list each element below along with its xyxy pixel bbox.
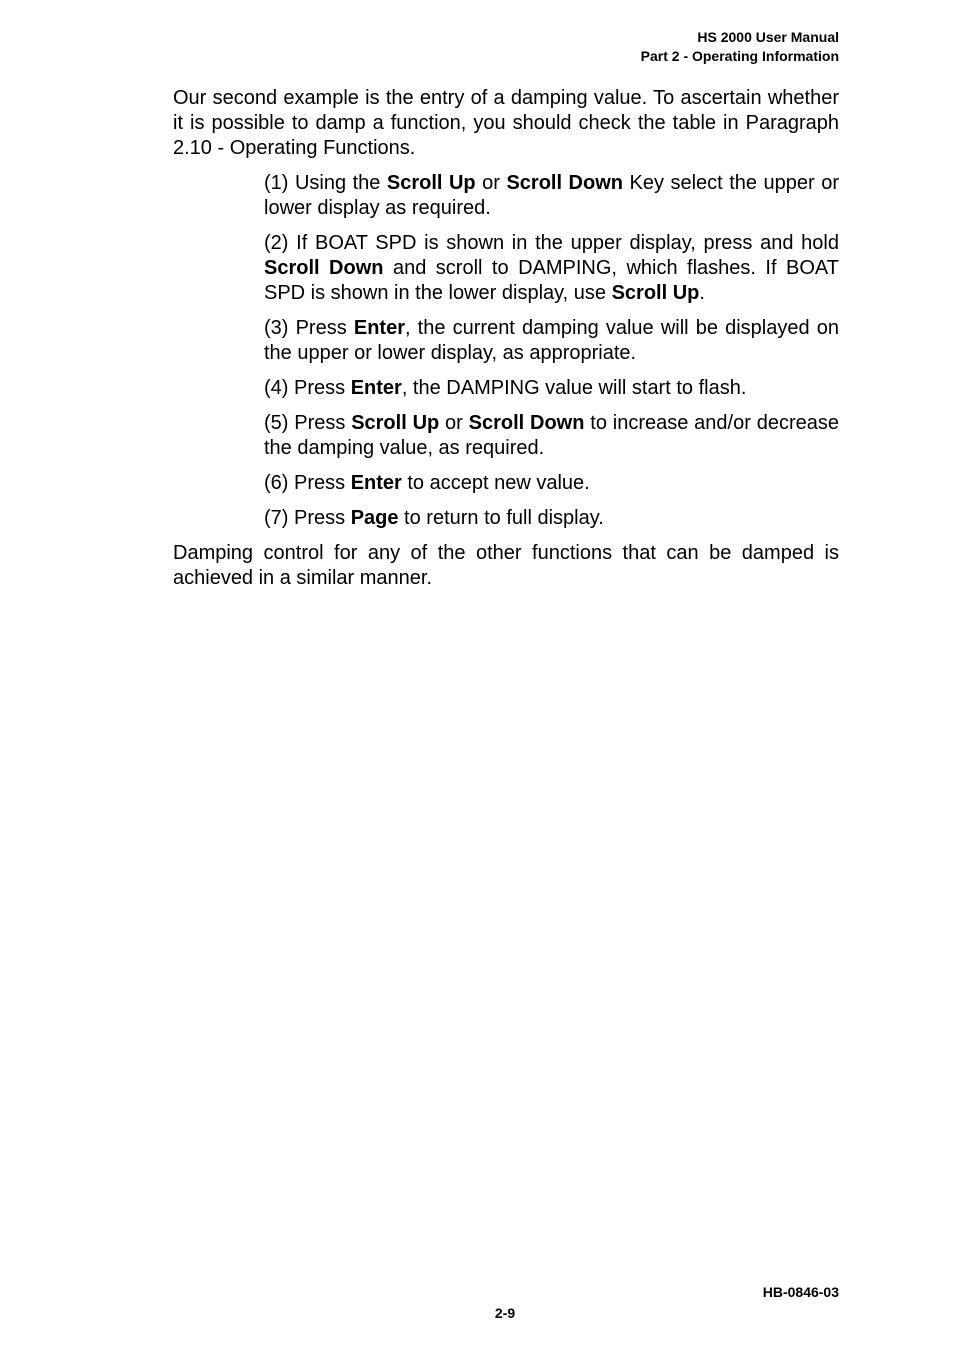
step-item: (2) If BOAT SPD is shown in the upper display, press and hold Scroll Down and scroll to DAMPING, which flashes. If BOAT SPD is shown in the lower display, use Scroll Up. (264, 232, 839, 304)
closing-paragraph: Damping control for any of the other functions that can be damped is achieved in a similar manner. (173, 542, 839, 589)
page-number: 2-9 (494, 1305, 516, 1321)
step-item: (6) Press Enter to accept new value. (264, 472, 590, 494)
step-item: (5) Press Scroll Up or Scroll Down to increase and/or decrease the damping value, as required. (264, 412, 839, 459)
procedure-steps (264, 171, 839, 531)
step-item: (3) Press Enter, the current damping value will be displayed on the upper or lower display, as appropriate. (264, 317, 840, 364)
section-title: Part 2 - Operating Information (640, 48, 839, 64)
page-header (641, 28, 839, 66)
page-body (173, 86, 839, 591)
step-item: (4) Press Enter, the DAMPING value will start to flash. (264, 377, 747, 399)
step-item: (7) Press Page to return to full display. (264, 507, 604, 529)
intro-paragraph: Our second example is the entry of a damping value. To ascertain whether it is possible to damp a function, you should check the table in Paragraph 2.10 - Operating Functions. (173, 87, 839, 159)
document-code: HB-0846-03 (762, 1284, 839, 1300)
manual-title: HS 2000 User Manual (697, 29, 839, 45)
step-item: (1) Using the Scroll Up or Scroll Down Key select the upper or lower display as required. (264, 172, 839, 219)
